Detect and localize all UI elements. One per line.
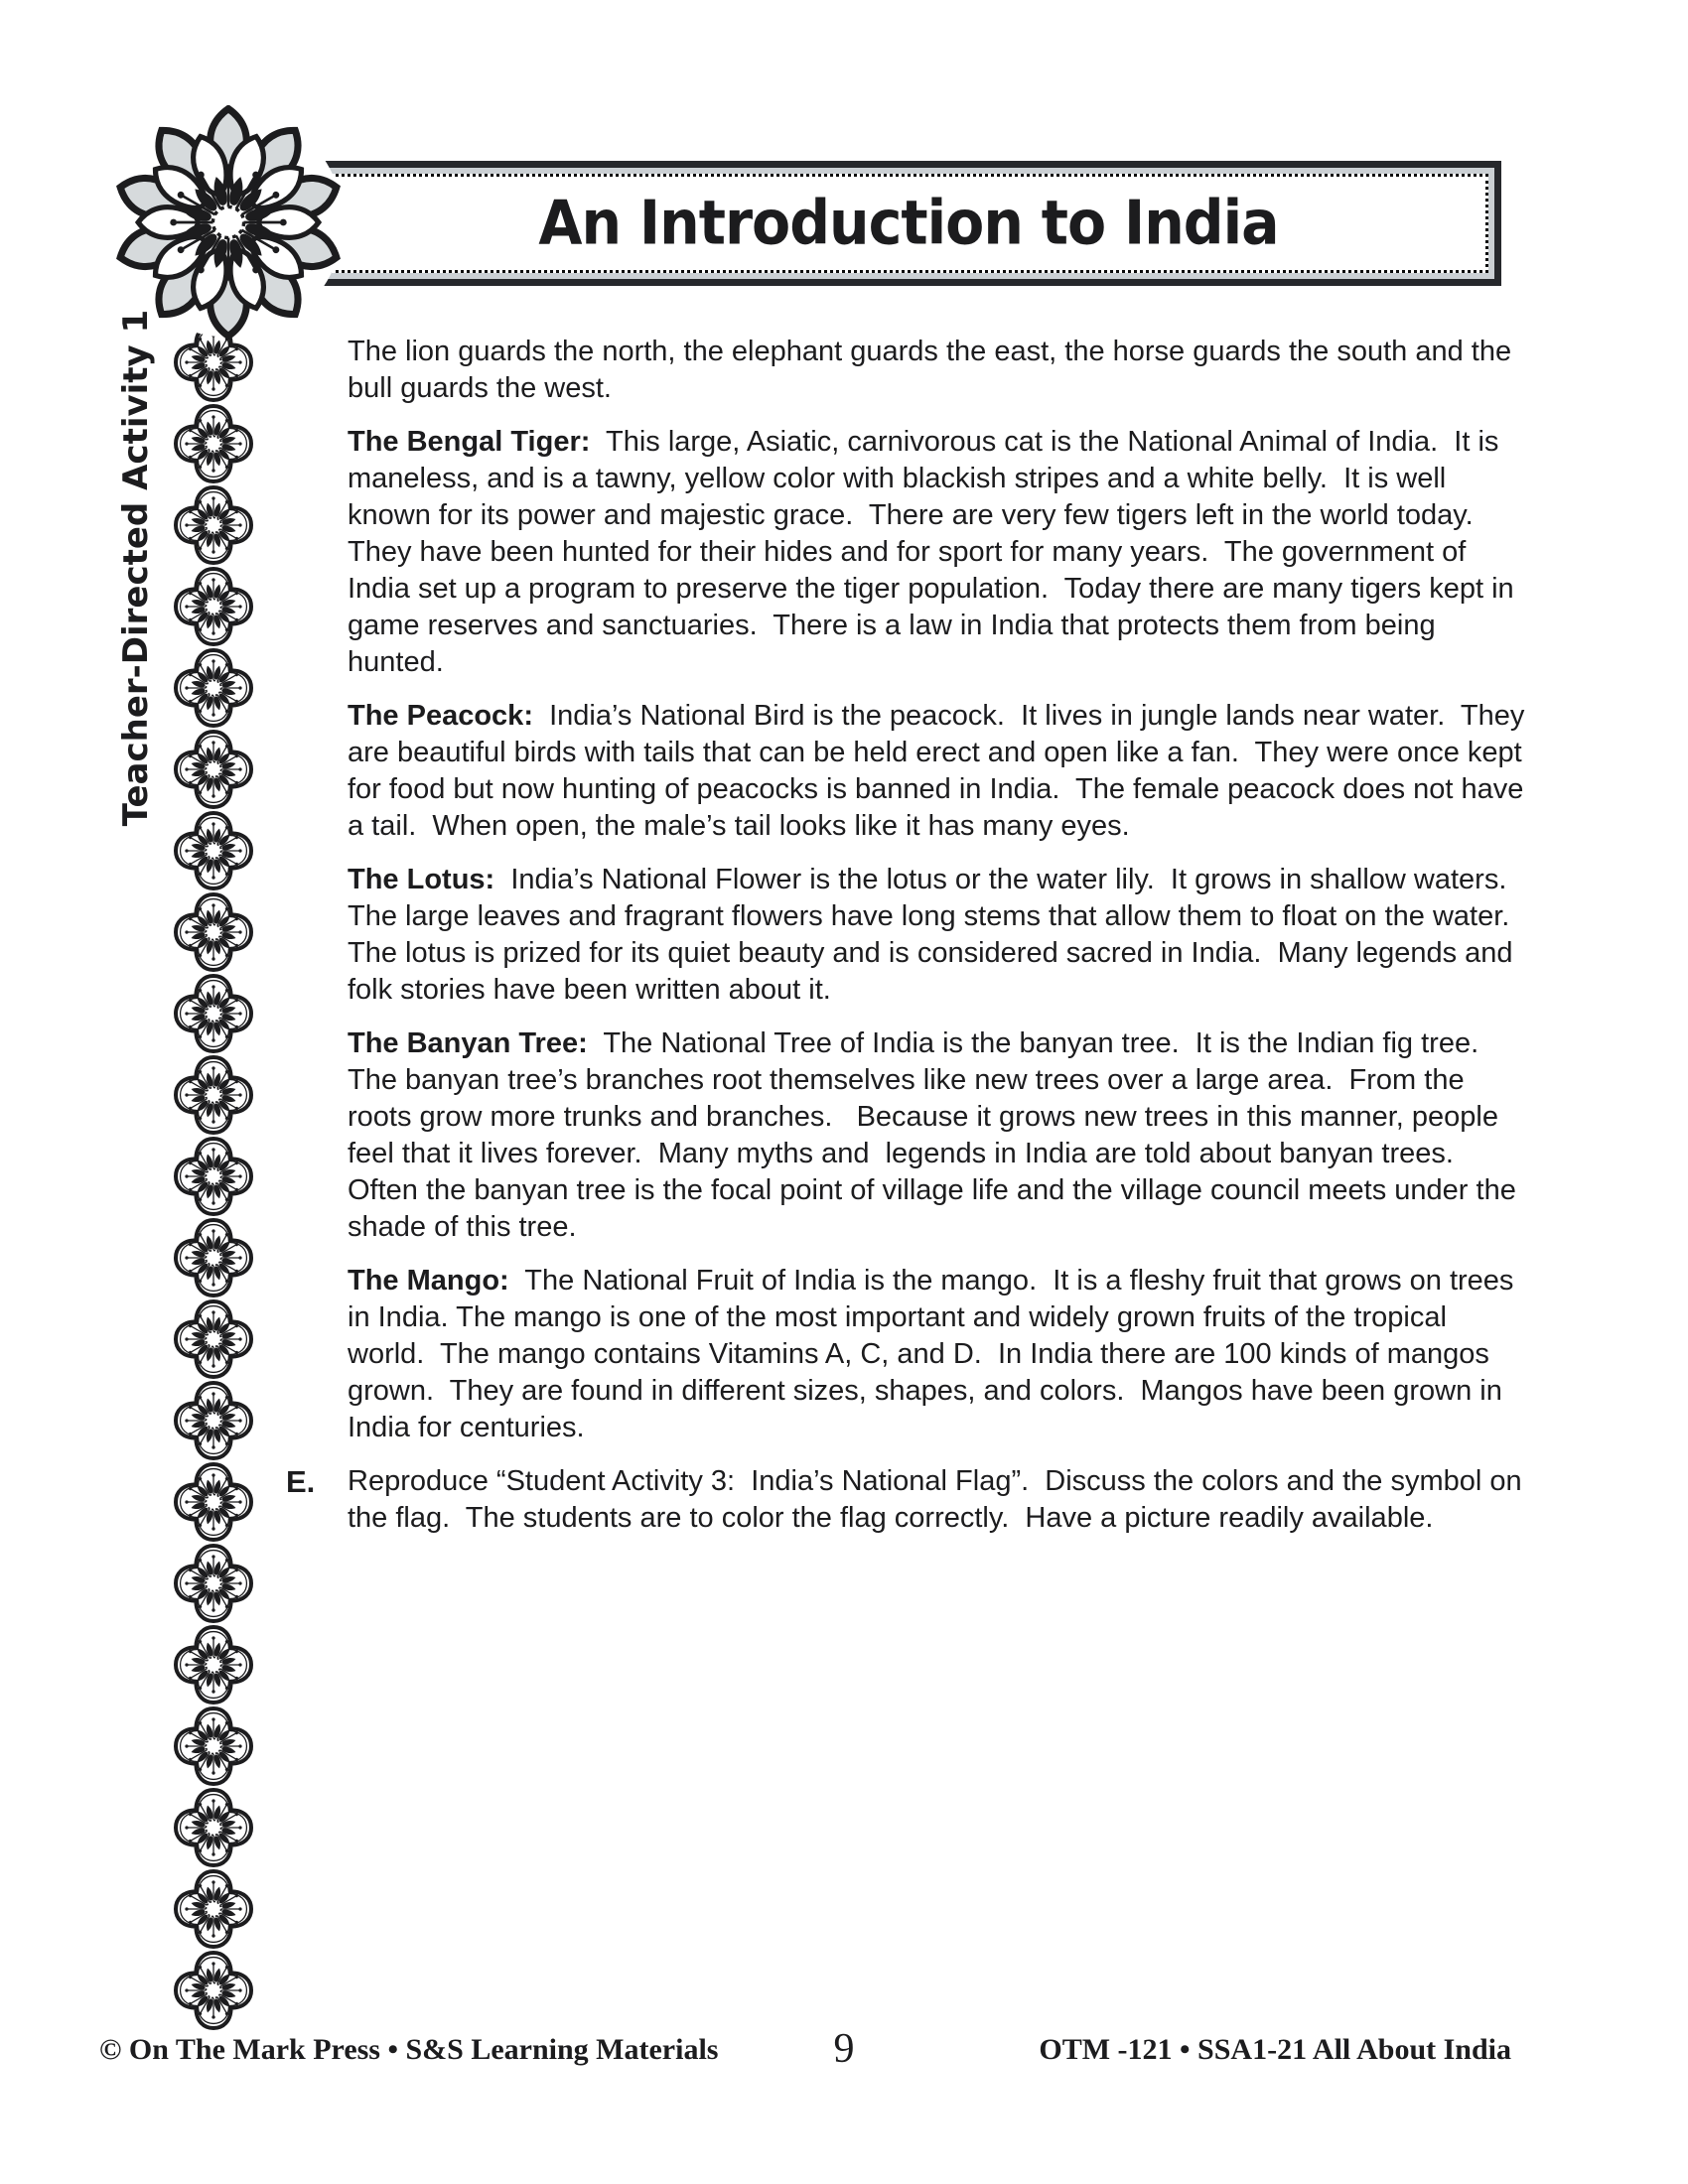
section-label: The Peacock: — [348, 700, 533, 732]
section-paragraph-bengal-tiger — [348, 424, 1531, 681]
flower-ornament-icon — [174, 404, 253, 483]
flower-ornament-icon — [174, 1299, 253, 1379]
content-column — [286, 334, 1533, 1554]
section-paragraph-lotus — [348, 862, 1531, 1009]
activity-item-text: Reproduce “Student Activity 3: India’s National Flag”. Discuss the colors and the symbol on the flag. The students are to color the flag correctly. Have a picture readily available. — [348, 1465, 1530, 1534]
flower-ornament-icon — [174, 811, 253, 890]
ornament-column — [174, 323, 253, 2032]
section-paragraph-mango — [348, 1263, 1531, 1446]
page-number: 9 — [833, 2026, 855, 2072]
section-text: The National Tree of India is the banyan tree. It is the Indian fig tree. The banyan tree’s branches root themselves like new trees over a large area. From the roots grow more trunks and branches. Because it grows new trees in this manner, people feel that it lives forever. Many myths and legends in India are told about banyan trees. Often the banyan tree is the focal point of village life and the village council meets under the shade of this tree. — [348, 1027, 1524, 1243]
flower-ornament-icon — [174, 1869, 253, 1949]
footer — [99, 2033, 1511, 2067]
footer-publisher: © On The Mark Press • S&S Learning Materials — [99, 2033, 719, 2066]
flower-ornament-icon — [174, 567, 253, 646]
section-label: The Lotus: — [348, 864, 495, 895]
page-title: An Introduction to India — [538, 188, 1279, 259]
flower-ornament-icon — [174, 1544, 253, 1623]
flower-ornament-icon — [174, 1381, 253, 1460]
flower-ornament-icon — [174, 974, 253, 1053]
activity-item-e — [286, 1463, 1531, 1537]
sidebar-activity-label: Teacher-Directed Activity 1 — [116, 309, 156, 827]
flower-ornament-icon — [174, 1055, 253, 1135]
section-label: The Banyan Tree: — [348, 1027, 588, 1059]
flower-ornament-icon — [174, 1706, 253, 1786]
flower-ornament-icon — [174, 1462, 253, 1542]
flower-ornament-icon — [174, 1951, 253, 2030]
section-label: The Mango: — [348, 1265, 509, 1297]
section-paragraph-peacock — [348, 698, 1531, 845]
section-paragraph-banyan-tree — [348, 1025, 1531, 1246]
flower-ornament-icon — [174, 1625, 253, 1705]
flower-ornament-icon — [174, 1218, 253, 1297]
flower-ornament-icon — [174, 1788, 253, 1867]
flower-ornament-icon — [174, 1137, 253, 1216]
footer-product-code: OTM -121 • SSA1-21 All About India — [1039, 2033, 1511, 2066]
flower-ornament-icon — [174, 485, 253, 565]
header-banner — [316, 161, 1501, 286]
section-text: India’s National Bird is the peacock. It lives in jungle lands near water. They are beautiful birds with tails that can be held erect and open like a fan. They were once kept for food but now hunting of peacocks is banned in India. The female peacock does not have a tail. When open, the male’s tail looks like it has many eyes. — [348, 700, 1533, 842]
section-text: The National Fruit of India is the mango. It is a fleshy fruit that grows on trees in India. The mango is one of the most important and widely grown fruits of the tropical world. The mango contains Vitamins A, C, and D. In India there are 100 kinds of mangos grown. They are found in different sizes, shapes, and colors. Mangos have been grown in India for centuries. — [348, 1265, 1522, 1443]
section-text: India’s National Flower is the lotus or the water lily. It grows in shallow waters. The large leaves and fragrant flowers have long stems that allow them to float on the water. The lotus is prized for its quiet beauty and is considered sacred in India. Many legends and folk stories have been written about it. — [348, 864, 1525, 1006]
section-label: The Bengal Tiger: — [348, 426, 591, 458]
lotus-medallion-icon — [111, 105, 346, 340]
activity-item-marker: E. — [286, 1464, 316, 1499]
flower-ornament-icon — [174, 730, 253, 809]
flower-ornament-icon — [174, 648, 253, 728]
header-banner-inner — [329, 174, 1488, 273]
flower-ornament-icon — [174, 892, 253, 972]
intro-paragraph: The lion guards the north, the elephant guards the east, the horse guards the south and the bull guards the west. — [348, 336, 1520, 404]
section-text: This large, Asiatic, carnivorous cat is the National Animal of India. It is maneless, and is a tawny, yellow color with blackish stripes and a white belly. It is well known for its power and majestic grace. There are very few tigers left in the world today. They have been hunted for their hides and for sport for many years. The government of India set up a program to preserve the tiger population. Today there are many tigers kept in game reserves and sanctuaries. There is a law in India that protects them from being hunted. — [348, 426, 1522, 678]
